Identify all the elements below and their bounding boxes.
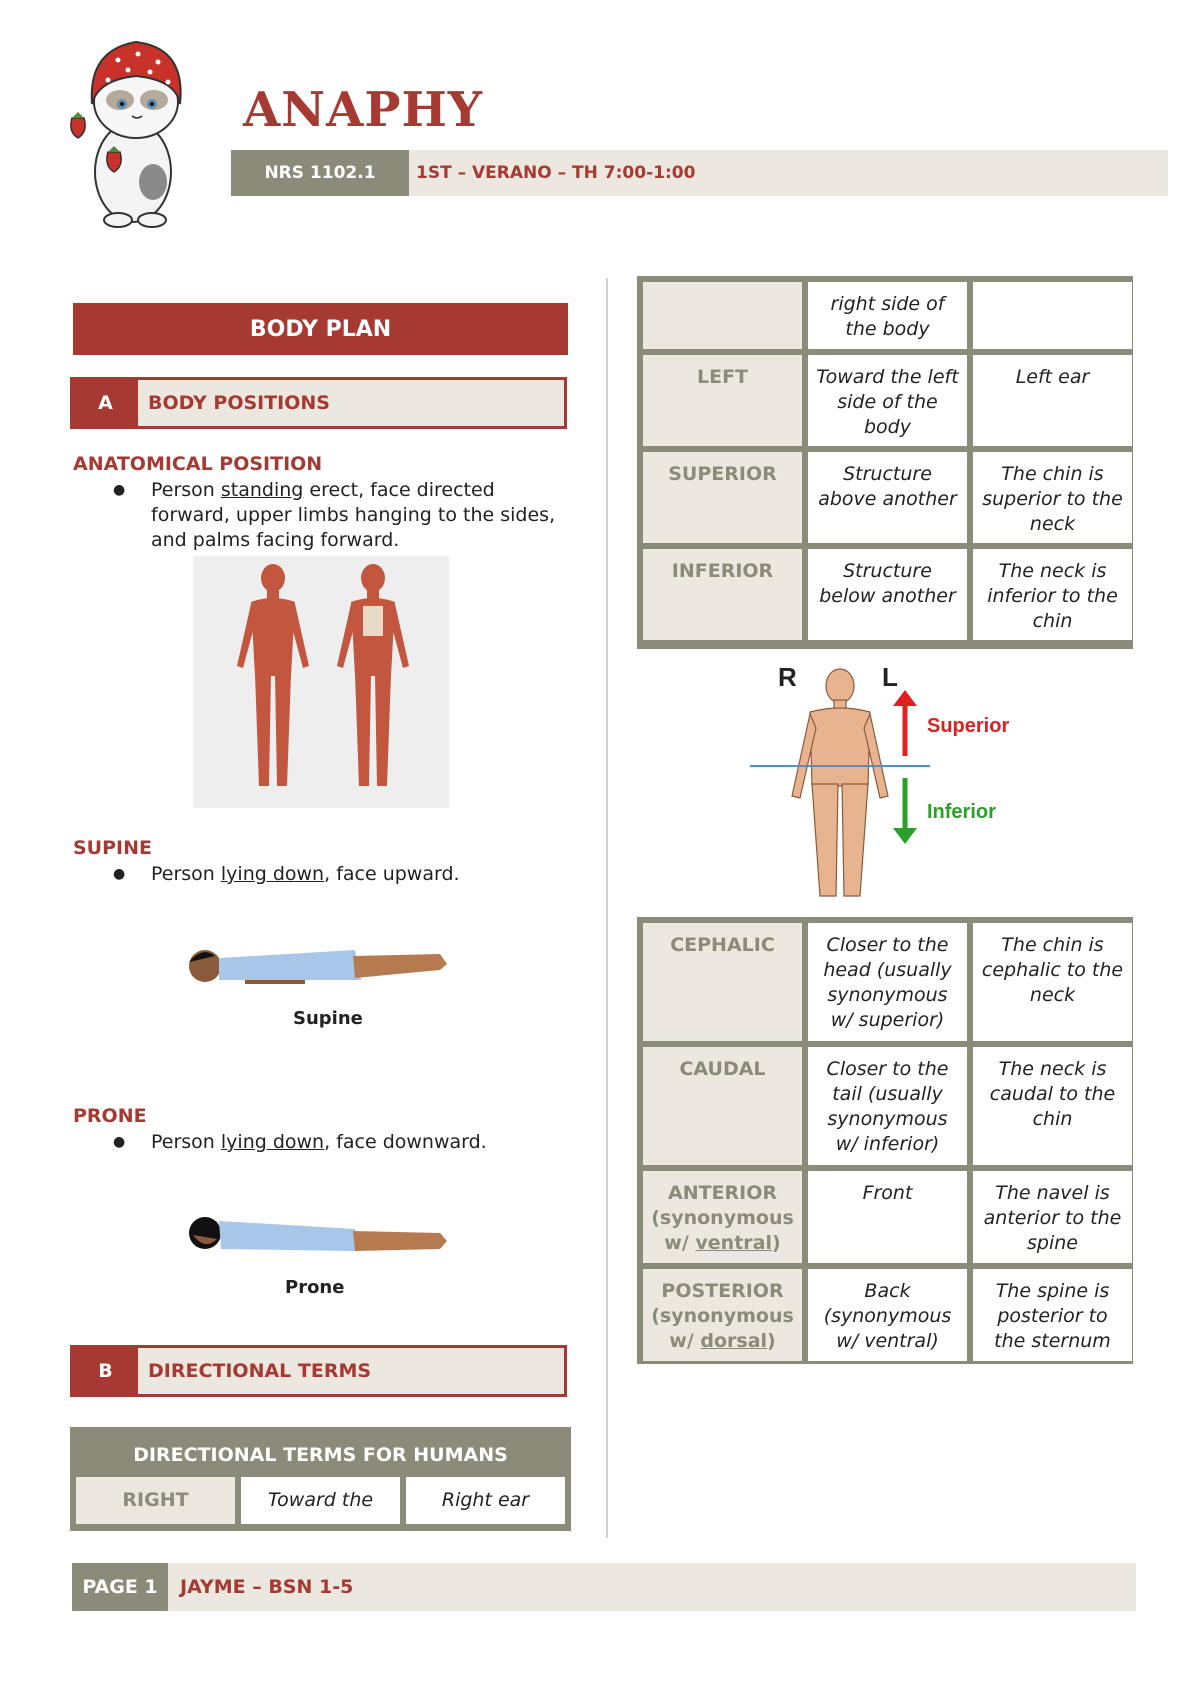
table-cell-definition bbox=[808, 1047, 967, 1165]
table-cell-example bbox=[973, 452, 1132, 543]
cell-text: INFERIOR bbox=[671, 560, 774, 582]
cell-text: The navel is anterior to the spine bbox=[983, 1182, 1122, 1254]
table-cell-example bbox=[973, 1047, 1132, 1165]
prone-bullet: ● Person lying down, face downward. bbox=[73, 1130, 563, 1155]
cell-text: ANTERIOR bbox=[667, 1182, 778, 1204]
table-cell-example bbox=[973, 355, 1132, 446]
table-cell-definition bbox=[808, 452, 967, 543]
table-cell-term bbox=[643, 923, 802, 1041]
table-cell-example bbox=[973, 1269, 1132, 1361]
cell-text: POSTERIOR bbox=[661, 1280, 784, 1302]
anatomical-position-bullet: ● Person standing erect, face directed forward, upper limbs hanging to the sides, and palms facing forward. bbox=[73, 478, 563, 553]
table-cell-term bbox=[643, 1269, 802, 1361]
cell-text: Back (synonymous w/ ventral) bbox=[823, 1280, 952, 1352]
table-cell-definition bbox=[808, 282, 967, 349]
prone-caption: Prone bbox=[285, 1277, 345, 1298]
supine-caption: Supine bbox=[293, 1008, 363, 1029]
page-number: PAGE 1 bbox=[72, 1563, 168, 1611]
cell-text: The spine is posterior to the sternum bbox=[994, 1280, 1111, 1352]
table-cell-term bbox=[643, 282, 802, 349]
cell-text: CEPHALIC bbox=[670, 934, 775, 956]
table-cell-definition bbox=[808, 549, 967, 640]
section-letter: B bbox=[73, 1348, 138, 1394]
table-cell-definition bbox=[808, 1269, 967, 1361]
cell-subtext: (synonymous w/ ventral) bbox=[651, 1207, 794, 1254]
left-label: L bbox=[882, 662, 898, 692]
course-schedule: 1ST – VERANO – TH 7:00-1:00 bbox=[416, 163, 696, 183]
cell-text: Front bbox=[862, 1182, 913, 1204]
directional-terms-table-title: DIRECTIONAL TERMS FOR HUMANS bbox=[133, 1444, 508, 1466]
cell-text: LEFT bbox=[696, 366, 749, 388]
section-letter: A bbox=[73, 380, 138, 426]
superior-inferior-diagram bbox=[740, 656, 1050, 904]
cell-text: Left ear bbox=[1015, 366, 1090, 388]
supine-illustration bbox=[185, 936, 455, 994]
prone-heading: PRONE bbox=[73, 1105, 147, 1127]
supine-bullet: ● Person lying down, face upward. bbox=[73, 862, 563, 887]
right-label: R bbox=[778, 662, 797, 692]
cell-text: The chin is cephalic to the neck bbox=[981, 934, 1124, 1006]
prone-illustration bbox=[185, 1205, 455, 1263]
superior-label: Superior bbox=[927, 715, 1010, 737]
supine-heading: SUPINE bbox=[73, 837, 152, 859]
cell-text: right side of the body bbox=[830, 293, 945, 340]
cat-mascot-illustration bbox=[58, 22, 198, 232]
muscular-anatomy-image bbox=[193, 556, 449, 808]
table-cell-term bbox=[643, 549, 802, 640]
table-cell-example bbox=[973, 1171, 1132, 1263]
body-plan-banner: BODY PLAN bbox=[73, 303, 568, 355]
cell-text: Closer to the tail (usually synonymous w/ inferior) bbox=[826, 1058, 949, 1155]
table-cell-definition bbox=[808, 1171, 967, 1263]
anatomical-position-heading: ANATOMICAL POSITION bbox=[73, 453, 323, 475]
table-cell-definition: Toward the bbox=[241, 1477, 400, 1524]
course-code: NRS 1102.1 bbox=[231, 150, 409, 196]
cell-text: Structure above another bbox=[818, 463, 957, 510]
table-cell-example: Right ear bbox=[406, 1477, 565, 1524]
cell-text: CAUDAL bbox=[679, 1058, 766, 1080]
table-cell-definition bbox=[808, 355, 967, 446]
cell-text: The neck is caudal to the chin bbox=[989, 1058, 1116, 1130]
table-cell-definition bbox=[808, 923, 967, 1041]
document-title: ANAPHY bbox=[243, 82, 484, 138]
section-b-header bbox=[70, 1345, 567, 1397]
cell-subtext: (synonymous w/ dorsal) bbox=[651, 1305, 794, 1352]
footer-author: JAYME – BSN 1-5 bbox=[180, 1576, 354, 1598]
table-cell-example bbox=[973, 923, 1132, 1041]
cell-text: Closer to the head (usually synonymous w/ superior) bbox=[823, 934, 952, 1031]
inferior-label: Inferior bbox=[927, 801, 996, 823]
section-a-header bbox=[70, 377, 567, 429]
table-cell-example bbox=[973, 549, 1132, 640]
table-cell-example bbox=[973, 282, 1132, 349]
cell-text: SUPERIOR bbox=[668, 463, 777, 485]
table-cell-term bbox=[643, 1047, 802, 1165]
cell-text: Structure below another bbox=[819, 560, 956, 607]
table-cell-term: RIGHT bbox=[76, 1477, 235, 1524]
section-label: BODY POSITIONS bbox=[148, 392, 330, 414]
column-divider bbox=[606, 278, 608, 1538]
table-cell-term bbox=[643, 355, 802, 446]
cell-text: The chin is superior to the neck bbox=[982, 463, 1123, 535]
cell-text: The neck is inferior to the chin bbox=[987, 560, 1118, 632]
cell-text: Toward the left side of the body bbox=[816, 366, 959, 438]
table-cell-term bbox=[643, 1171, 802, 1263]
table-cell-term bbox=[643, 452, 802, 543]
section-label: DIRECTIONAL TERMS bbox=[148, 1360, 372, 1382]
